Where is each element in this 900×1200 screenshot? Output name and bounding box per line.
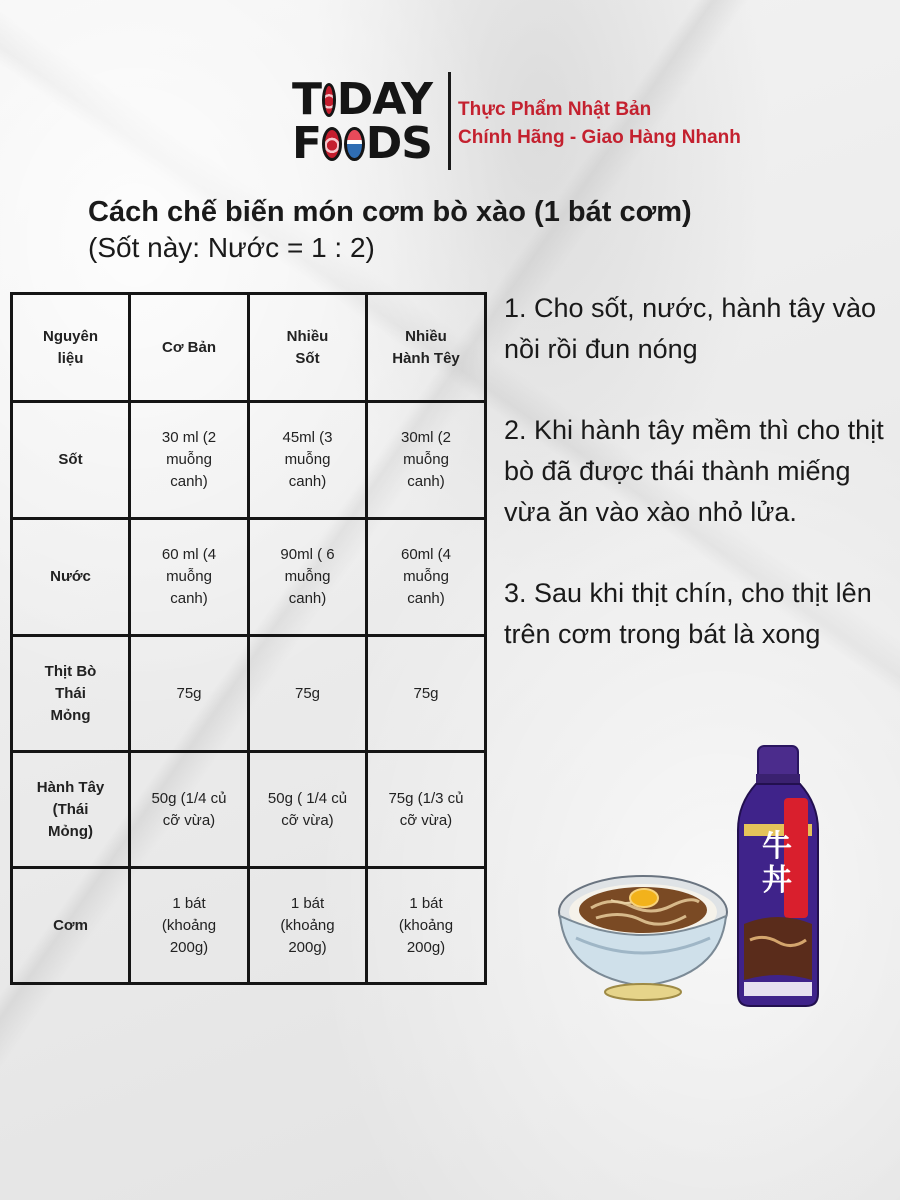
table-row	[12, 752, 486, 868]
table-cell: 1 bát (khoảng 200g)	[367, 868, 486, 984]
tagline-line-1: Thực Phẩm Nhật Bản	[458, 99, 652, 120]
logo-letter-t: T	[292, 74, 322, 125]
row-label-sauce: Sốt	[12, 402, 130, 519]
table-cell: 50g (1/4 củ cỡ vừa)	[130, 752, 249, 868]
row-label-water: Nước	[12, 519, 130, 636]
row-label-beef: Thịt Bò Thái Mỏng	[12, 636, 130, 752]
brand-tagline	[458, 96, 741, 152]
step-2: 2. Khi hành tây mềm thì cho thịt bò đã được thái thành miếng vừa ăn vào xào nhỏ lửa.	[504, 415, 884, 527]
brand-logo	[292, 74, 432, 169]
page-subtitle: (Sốt này: Nước = 1 : 2)	[88, 232, 375, 263]
header-cell-more-sauce: Nhiều Sốt	[249, 294, 367, 402]
bottle-label-text: 牛丼	[762, 829, 792, 898]
table-row	[12, 868, 486, 984]
table-header-row	[12, 294, 486, 402]
sakura-circle-icon	[322, 83, 336, 117]
table-cell: 90ml ( 6 muỗng canh)	[249, 519, 367, 636]
table-cell: 50g ( 1/4 củ cỡ vừa)	[249, 752, 367, 868]
ingredients-table	[10, 292, 487, 985]
step-3: 3. Sau khi thịt chín, cho thịt lên trên cơm trong bát là xong	[504, 578, 872, 649]
cooking-steps	[504, 288, 894, 695]
table-cell: 60 ml (4 muỗng canh)	[130, 519, 249, 636]
sake-bottle-circle-icon	[322, 127, 342, 161]
tagline-line-2: Chính Hãng - Giao Hàng Nhanh	[458, 127, 741, 148]
table-cell: 45ml (3 muỗng canh)	[249, 402, 367, 519]
table-cell: 1 bát (khoảng 200g)	[249, 868, 367, 984]
header-cell-basic: Cơ Bản	[130, 294, 249, 402]
table-cell: 60ml (4 muỗng canh)	[367, 519, 486, 636]
table-cell: 75g	[130, 636, 249, 752]
table-cell: 75g (1/3 củ cỡ vừa)	[367, 752, 486, 868]
header-cell-ingredient: Nguyên liệu	[12, 294, 130, 402]
logo-line-foods	[292, 118, 432, 169]
step-1: 1. Cho sốt, nước, hành tây vào nồi rồi đun nóng	[504, 293, 876, 364]
table-row	[12, 402, 486, 519]
table-cell: 30ml (2 muỗng canh)	[367, 402, 486, 519]
logo-letters-ds: DS	[365, 118, 432, 169]
logo-letters-day: DAY	[336, 74, 432, 125]
logo-letter-f: F	[292, 118, 322, 169]
table-row	[12, 636, 486, 752]
mount-fuji-circle-icon	[344, 127, 364, 161]
header-divider	[448, 72, 451, 170]
page-title: Cách chế biến món cơm bò xào (1 bát cơm)	[88, 196, 692, 228]
logo-line-today	[292, 74, 432, 125]
table-cell: 75g	[249, 636, 367, 752]
row-label-rice: Cơm	[12, 868, 130, 984]
table-cell: 1 bát (khoảng 200g)	[130, 868, 249, 984]
row-label-onion: Hành Tây (Thái Mỏng)	[12, 752, 130, 868]
table-row	[12, 519, 486, 636]
gyudon-bowl-image	[556, 868, 730, 1004]
table-cell: 30 ml (2 muỗng canh)	[130, 402, 249, 519]
table-cell: 75g	[367, 636, 486, 752]
header-cell-more-onion: Nhiều Hành Têy	[367, 294, 486, 402]
